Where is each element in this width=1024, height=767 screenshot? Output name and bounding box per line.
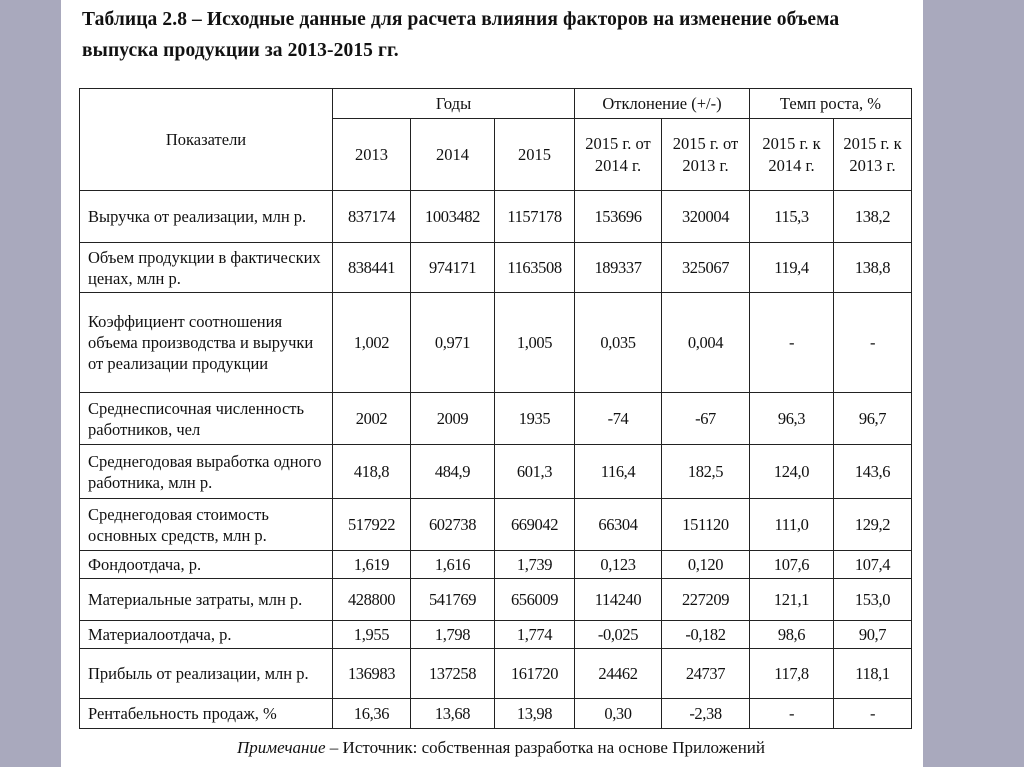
value-cell: 143,6 [834,445,912,499]
value-cell: 90,7 [834,621,912,649]
value-cell: -0,182 [662,621,750,649]
row-label: Среднегодовая стоимость основных средств, млн р. [80,499,333,551]
value-cell: 656009 [495,579,575,621]
row-label: Среднесписочная численность работников, чел [80,393,333,445]
table-row [80,621,912,649]
value-cell: 16,36 [333,699,411,729]
value-cell: 325067 [662,243,750,293]
value-cell: 24737 [662,649,750,699]
value-cell: 517922 [333,499,411,551]
value-cell: -0,025 [575,621,662,649]
value-cell: 1163508 [495,243,575,293]
value-cell: 1,616 [411,551,495,579]
value-cell: 0,123 [575,551,662,579]
value-cell: 1,002 [333,293,411,393]
value-cell: 107,6 [750,551,834,579]
value-cell: 227209 [662,579,750,621]
document-page [61,0,923,767]
years-group-header: Годы [333,89,575,119]
value-cell: 96,7 [834,393,912,445]
table-row [80,579,912,621]
data-table [79,88,912,729]
value-cell: 1003482 [411,191,495,243]
value-cell: 137258 [411,649,495,699]
table-row [80,191,912,243]
value-cell: 96,3 [750,393,834,445]
value-cell: 320004 [662,191,750,243]
table-title: Таблица 2.8 – Исходные данные для расчета влияния факторов на изменение объема выпуска продукции за 2013-2015 гг. [82,9,840,61]
table-row [80,699,912,729]
value-cell: 114240 [575,579,662,621]
row-label: Материальные затраты, млн р. [80,579,333,621]
value-cell: 24462 [575,649,662,699]
value-cell: 602738 [411,499,495,551]
row-label: Материалоотдача, р. [80,621,333,649]
value-cell: 974171 [411,243,495,293]
row-label: Среднегодовая выработка одного работника, млн р. [80,445,333,499]
row-label: Рентабельность продаж, % [80,699,333,729]
value-cell: 0,035 [575,293,662,393]
value-cell: 136983 [333,649,411,699]
value-cell: 601,3 [495,445,575,499]
growth-group-header: Темп роста, % [750,89,912,119]
value-cell: - [834,699,912,729]
value-cell: 107,4 [834,551,912,579]
value-cell: 2009 [411,393,495,445]
value-cell: 117,8 [750,649,834,699]
note-prefix: Примечание [237,738,326,757]
value-cell: 669042 [495,499,575,551]
value-cell: 124,0 [750,445,834,499]
value-cell: 1,774 [495,621,575,649]
value-cell: 0,120 [662,551,750,579]
table-row [80,393,912,445]
value-cell: 138,8 [834,243,912,293]
value-cell: 138,2 [834,191,912,243]
value-cell: -74 [575,393,662,445]
deviation-col-header: 2015 г. от 2013 г. [662,119,750,191]
value-cell: 182,5 [662,445,750,499]
value-cell: 129,2 [834,499,912,551]
value-cell: 1,005 [495,293,575,393]
table-row [80,551,912,579]
value-cell: 1,955 [333,621,411,649]
row-label: Выручка от реализации, млн р. [80,191,333,243]
table-row [80,499,912,551]
value-cell: 161720 [495,649,575,699]
value-cell: 0,971 [411,293,495,393]
value-cell: 116,4 [575,445,662,499]
value-cell: 118,1 [834,649,912,699]
value-cell: 153,0 [834,579,912,621]
value-cell: 153696 [575,191,662,243]
table-row [80,243,912,293]
year-header: 2013 [333,119,411,191]
value-cell: 189337 [575,243,662,293]
value-cell: 111,0 [750,499,834,551]
value-cell: 121,1 [750,579,834,621]
value-cell: 98,6 [750,621,834,649]
row-label: Коэффициент соотношения объема производства и выручки от реализации продукции [80,293,333,393]
row-label: Объем продукции в фактических ценах, млн р. [80,243,333,293]
value-cell: - [834,293,912,393]
value-cell: - [750,293,834,393]
value-cell: 119,4 [750,243,834,293]
value-cell: 541769 [411,579,495,621]
value-cell: 1157178 [495,191,575,243]
value-cell: 1,619 [333,551,411,579]
value-cell: 0,004 [662,293,750,393]
indicators-header: Показатели [80,89,333,191]
value-cell: 837174 [333,191,411,243]
value-cell: 1,739 [495,551,575,579]
growth-col-header: 2015 г. к 2014 г. [750,119,834,191]
value-cell: 418,8 [333,445,411,499]
value-cell: 66304 [575,499,662,551]
value-cell: 0,30 [575,699,662,729]
year-header: 2014 [411,119,495,191]
value-cell: -2,38 [662,699,750,729]
value-cell: 484,9 [411,445,495,499]
year-header: 2015 [495,119,575,191]
value-cell: 428800 [333,579,411,621]
value-cell: 838441 [333,243,411,293]
table-row [80,445,912,499]
value-cell: 13,68 [411,699,495,729]
deviation-col-header: 2015 г. от 2014 г. [575,119,662,191]
value-cell: 13,98 [495,699,575,729]
value-cell: 1935 [495,393,575,445]
table-note [121,738,881,758]
table-row [80,293,912,393]
table-row [80,649,912,699]
growth-col-header: 2015 г. к 2013 г. [834,119,912,191]
value-cell: 2002 [333,393,411,445]
value-cell: - [750,699,834,729]
value-cell: 115,3 [750,191,834,243]
value-cell: 151120 [662,499,750,551]
row-label: Фондоотдача, р. [80,551,333,579]
value-cell: -67 [662,393,750,445]
value-cell: 1,798 [411,621,495,649]
row-label: Прибыль от реализации, млн р. [80,649,333,699]
note-text: – Источник: собственная разработка на основе Приложений [325,738,765,757]
deviation-group-header: Отклонение (+/-) [575,89,750,119]
